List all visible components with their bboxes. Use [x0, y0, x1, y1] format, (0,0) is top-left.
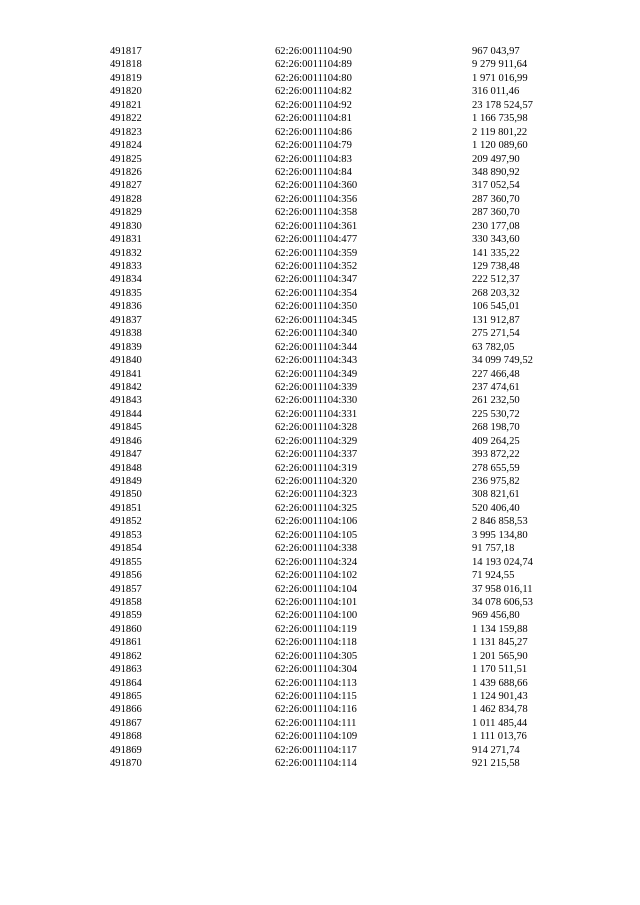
cadastral-number-cell: 62:26:0011104:84 — [275, 166, 352, 178]
table-row — [0, 139, 640, 152]
cadastral-number-cell: 62:26:0011104:89 — [275, 59, 352, 71]
row-number-cell: 491829 — [110, 207, 142, 219]
cadastral-value-cell: 225 530,72 — [472, 408, 520, 420]
cadastral-number-cell: 62:26:0011104:102 — [275, 570, 358, 582]
cadastral-value-cell: 129 738,48 — [472, 261, 520, 272]
table-row — [0, 757, 640, 770]
cadastral-number-cell: 62:26:0011104:80 — [275, 72, 352, 84]
cadastral-value-cell: 230 177,08 — [472, 220, 520, 232]
cadastral-number-cell: 62:26:0011104:323 — [275, 489, 358, 501]
cadastral-value-cell: 393 872,22 — [472, 449, 520, 461]
cadastral-value-cell: 23 178 524,57 — [472, 99, 533, 111]
row-number-cell: 491851 — [110, 502, 142, 514]
row-number-cell: 491847 — [110, 449, 142, 461]
table-row — [0, 636, 640, 649]
table-row — [0, 462, 640, 475]
cadastral-value-cell: 921 215,58 — [472, 758, 520, 770]
table-row — [0, 45, 640, 58]
row-number-cell: 491835 — [110, 287, 142, 299]
cadastral-value-cell: 1 134 159,88 — [472, 623, 528, 635]
cadastral-value-cell: 1 170 511,51 — [472, 664, 528, 676]
cadastral-number-cell: 62:26:0011104:339 — [275, 381, 358, 393]
row-number-cell: 491828 — [110, 193, 142, 205]
cadastral-value-cell: 275 271,54 — [472, 328, 520, 340]
cadastral-value-cell: 37 958 016,11 — [472, 583, 533, 595]
table-row — [0, 72, 640, 85]
row-number-cell: 491866 — [110, 704, 142, 716]
cadastral-number-cell: 62:26:0011104:113 — [275, 677, 357, 689]
table-row — [0, 220, 640, 233]
cadastral-value-cell: 91 757,18 — [472, 543, 515, 555]
table-row — [0, 394, 640, 407]
cadastral-value-cell: 268 203,32 — [472, 287, 520, 299]
table-row — [0, 58, 640, 71]
table-row — [0, 354, 640, 367]
table-row — [0, 650, 640, 663]
row-number-cell: 491818 — [110, 59, 142, 71]
cadastral-value-cell: 969 456,80 — [472, 610, 520, 622]
cadastral-number-cell: 62:26:0011104:116 — [275, 704, 357, 716]
table-row — [0, 408, 640, 421]
row-number-cell: 491844 — [110, 408, 142, 420]
cadastral-value-cell: 1 201 565,90 — [472, 650, 528, 662]
table-row — [0, 556, 640, 569]
row-number-cell: 491821 — [110, 99, 142, 111]
table-row — [0, 421, 640, 434]
cadastral-value-cell: 967 043,97 — [472, 46, 520, 57]
cadastral-value-cell: 227 466,48 — [472, 368, 520, 380]
cadastral-number-cell: 62:26:0011104:82 — [275, 86, 352, 98]
row-number-cell: 491832 — [110, 247, 142, 259]
table-row — [0, 287, 640, 300]
table-row — [0, 193, 640, 206]
cadastral-number-cell: 62:26:0011104:320 — [275, 476, 358, 487]
cadastral-number-cell: 62:26:0011104:329 — [275, 435, 358, 447]
table-row — [0, 623, 640, 636]
cadastral-number-cell: 62:26:0011104:101 — [275, 596, 358, 608]
row-number-cell: 491857 — [110, 583, 142, 595]
row-number-cell: 491823 — [110, 126, 142, 138]
row-number-cell: 491849 — [110, 476, 142, 487]
cadastral-value-cell: 409 264,25 — [472, 435, 520, 447]
cadastral-value-cell: 316 011,46 — [472, 86, 520, 98]
row-number-cell: 491833 — [110, 261, 142, 272]
table-row — [0, 126, 640, 139]
row-number-cell: 491864 — [110, 677, 142, 689]
table-row — [0, 327, 640, 340]
cadastral-number-cell: 62:26:0011104:104 — [275, 583, 358, 595]
table-row — [0, 247, 640, 260]
cadastral-number-cell: 62:26:0011104:106 — [275, 516, 358, 528]
table-row — [0, 529, 640, 542]
cadastral-number-cell: 62:26:0011104:350 — [275, 301, 358, 313]
cadastral-value-cell: 3 995 134,80 — [472, 529, 528, 541]
cadastral-number-cell: 62:26:0011104:117 — [275, 744, 357, 756]
cadastral-number-cell: 62:26:0011104:86 — [275, 126, 352, 138]
cadastral-value-cell: 2 846 858,53 — [472, 516, 528, 528]
cadastral-value-cell: 1 166 735,98 — [472, 113, 528, 125]
table-row — [0, 703, 640, 716]
table-row — [0, 166, 640, 179]
row-number-cell: 491858 — [110, 596, 142, 608]
cadastral-number-cell: 62:26:0011104:361 — [275, 220, 358, 232]
cadastral-value-cell: 1 971 016,99 — [472, 72, 528, 84]
table-row — [0, 233, 640, 246]
cadastral-number-cell: 62:26:0011104:319 — [275, 462, 358, 474]
row-number-cell: 491843 — [110, 395, 142, 407]
cadastral-number-cell: 62:26:0011104:345 — [275, 314, 358, 326]
cadastral-number-cell: 62:26:0011104:81 — [275, 113, 352, 125]
row-number-cell: 491838 — [110, 328, 142, 340]
cadastral-number-cell: 62:26:0011104:477 — [275, 234, 358, 246]
row-number-cell: 491842 — [110, 381, 142, 393]
cadastral-value-cell: 236 975,82 — [472, 476, 520, 487]
table-row — [0, 488, 640, 501]
cadastral-value-cell: 1 011 485,44 — [472, 717, 528, 729]
cadastral-value-cell: 287 360,70 — [472, 207, 520, 219]
table-row — [0, 99, 640, 112]
table-row — [0, 341, 640, 354]
cadastral-number-cell: 62:26:0011104:354 — [275, 287, 358, 299]
cadastral-value-cell: 914 271,74 — [472, 744, 520, 756]
table-row — [0, 744, 640, 757]
table-row — [0, 690, 640, 703]
table-row — [0, 502, 640, 515]
row-number-cell: 491868 — [110, 731, 142, 743]
cadastral-value-cell: 1 111 013,76 — [472, 731, 527, 743]
cadastral-number-cell: 62:26:0011104:79 — [275, 140, 352, 152]
cadastral-number-cell: 62:26:0011104:111 — [275, 717, 357, 729]
row-number-cell: 491840 — [110, 355, 142, 367]
row-number-cell: 491837 — [110, 314, 142, 326]
table-row — [0, 677, 640, 690]
table-row — [0, 112, 640, 125]
row-number-cell: 491852 — [110, 516, 142, 528]
table-row — [0, 435, 640, 448]
row-number-cell: 491853 — [110, 529, 142, 541]
table-row — [0, 273, 640, 286]
cadastral-value-cell: 34 099 749,52 — [472, 355, 533, 367]
cadastral-value-cell: 237 474,61 — [472, 381, 520, 393]
cadastral-value-cell: 287 360,70 — [472, 193, 520, 205]
row-number-cell: 491846 — [110, 435, 142, 447]
row-number-cell: 491848 — [110, 462, 142, 474]
table-row — [0, 542, 640, 555]
cadastral-value-table — [0, 45, 640, 771]
row-number-cell: 491854 — [110, 543, 142, 555]
cadastral-number-cell: 62:26:0011104:337 — [275, 449, 358, 461]
cadastral-value-cell: 209 497,90 — [472, 153, 520, 165]
cadastral-number-cell: 62:26:0011104:352 — [275, 261, 358, 272]
table-row — [0, 448, 640, 461]
row-number-cell: 491831 — [110, 234, 142, 246]
cadastral-value-cell: 131 912,87 — [472, 314, 520, 326]
cadastral-value-cell: 308 821,61 — [472, 489, 520, 501]
table-row — [0, 609, 640, 622]
table-row — [0, 717, 640, 730]
cadastral-value-cell: 261 232,50 — [472, 395, 520, 407]
cadastral-value-cell: 106 545,01 — [472, 301, 520, 313]
cadastral-number-cell: 62:26:0011104:325 — [275, 502, 358, 514]
cadastral-number-cell: 62:26:0011104:356 — [275, 193, 358, 205]
cadastral-value-cell: 520 406,40 — [472, 502, 520, 514]
row-number-cell: 491820 — [110, 86, 142, 98]
table-row — [0, 300, 640, 313]
table-row — [0, 515, 640, 528]
cadastral-value-cell: 63 782,05 — [472, 341, 515, 353]
table-row — [0, 381, 640, 394]
cadastral-value-cell: 34 078 606,53 — [472, 596, 533, 608]
cadastral-value-cell: 1 124 901,43 — [472, 691, 528, 702]
row-number-cell: 491865 — [110, 691, 142, 702]
row-number-cell: 491859 — [110, 610, 142, 622]
cadastral-number-cell: 62:26:0011104:330 — [275, 395, 358, 407]
cadastral-number-cell: 62:26:0011104:331 — [275, 408, 358, 420]
cadastral-value-cell: 330 343,60 — [472, 234, 520, 246]
cadastral-number-cell: 62:26:0011104:305 — [275, 650, 358, 662]
cadastral-number-cell: 62:26:0011104:115 — [275, 691, 357, 702]
row-number-cell: 491869 — [110, 744, 142, 756]
cadastral-value-cell: 278 655,59 — [472, 462, 520, 474]
cadastral-number-cell: 62:26:0011104:114 — [275, 758, 357, 770]
row-number-cell: 491822 — [110, 113, 142, 125]
row-number-cell: 491850 — [110, 489, 142, 501]
cadastral-number-cell: 62:26:0011104:340 — [275, 328, 358, 340]
row-number-cell: 491870 — [110, 758, 142, 770]
cadastral-number-cell: 62:26:0011104:119 — [275, 623, 357, 635]
row-number-cell: 491863 — [110, 664, 142, 676]
table-row — [0, 583, 640, 596]
cadastral-number-cell: 62:26:0011104:343 — [275, 355, 358, 367]
cadastral-value-cell: 348 890,92 — [472, 166, 520, 178]
row-number-cell: 491826 — [110, 166, 142, 178]
cadastral-number-cell: 62:26:0011104:347 — [275, 274, 358, 286]
table-row — [0, 368, 640, 381]
table-row — [0, 260, 640, 273]
cadastral-number-cell: 62:26:0011104:105 — [275, 529, 358, 541]
row-number-cell: 491836 — [110, 301, 142, 313]
cadastral-number-cell: 62:26:0011104:90 — [275, 46, 352, 57]
cadastral-number-cell: 62:26:0011104:109 — [275, 731, 358, 743]
cadastral-value-cell: 1 462 834,78 — [472, 704, 528, 716]
row-number-cell: 491841 — [110, 368, 142, 380]
cadastral-value-cell: 14 193 024,74 — [472, 556, 533, 568]
cadastral-value-cell: 71 924,55 — [472, 570, 515, 582]
cadastral-value-cell: 317 052,54 — [472, 180, 520, 192]
cadastral-value-cell: 1 131 845,27 — [472, 637, 528, 649]
table-row — [0, 153, 640, 166]
cadastral-number-cell: 62:26:0011104:338 — [275, 543, 358, 555]
row-number-cell: 491839 — [110, 341, 142, 353]
row-number-cell: 491856 — [110, 570, 142, 582]
cadastral-number-cell: 62:26:0011104:304 — [275, 664, 358, 676]
table-row — [0, 596, 640, 609]
cadastral-value-cell: 268 198,70 — [472, 422, 520, 434]
row-number-cell: 491834 — [110, 274, 142, 286]
cadastral-number-cell: 62:26:0011104:328 — [275, 422, 358, 434]
row-number-cell: 491867 — [110, 717, 142, 729]
row-number-cell: 491825 — [110, 153, 142, 165]
row-number-cell: 491817 — [110, 46, 142, 57]
cadastral-number-cell: 62:26:0011104:83 — [275, 153, 352, 165]
row-number-cell: 491830 — [110, 220, 142, 232]
cadastral-value-cell: 141 335,22 — [472, 247, 520, 259]
cadastral-number-cell: 62:26:0011104:100 — [275, 610, 358, 622]
cadastral-value-cell: 222 512,37 — [472, 274, 520, 286]
row-number-cell: 491827 — [110, 180, 142, 192]
table-row — [0, 179, 640, 192]
table-row — [0, 569, 640, 582]
table-row — [0, 314, 640, 327]
table-row — [0, 663, 640, 676]
table-row — [0, 730, 640, 743]
cadastral-number-cell: 62:26:0011104:349 — [275, 368, 358, 380]
cadastral-value-cell: 1 439 688,66 — [472, 677, 528, 689]
cadastral-value-cell: 2 119 801,22 — [472, 126, 528, 138]
cadastral-value-cell: 9 279 911,64 — [472, 59, 528, 71]
row-number-cell: 491824 — [110, 140, 142, 152]
cadastral-number-cell: 62:26:0011104:358 — [275, 207, 358, 219]
row-number-cell: 491855 — [110, 556, 142, 568]
cadastral-number-cell: 62:26:0011104:118 — [275, 637, 357, 649]
cadastral-number-cell: 62:26:0011104:360 — [275, 180, 358, 192]
row-number-cell: 491860 — [110, 623, 142, 635]
cadastral-number-cell: 62:26:0011104:92 — [275, 99, 352, 111]
table-row — [0, 475, 640, 488]
cadastral-number-cell: 62:26:0011104:324 — [275, 556, 358, 568]
cadastral-number-cell: 62:26:0011104:359 — [275, 247, 358, 259]
row-number-cell: 491845 — [110, 422, 142, 434]
cadastral-value-cell: 1 120 089,60 — [472, 140, 528, 152]
cadastral-number-cell: 62:26:0011104:344 — [275, 341, 358, 353]
row-number-cell: 491862 — [110, 650, 142, 662]
row-number-cell: 491819 — [110, 72, 142, 84]
table-row — [0, 85, 640, 98]
row-number-cell: 491861 — [110, 637, 142, 649]
table-row — [0, 206, 640, 219]
